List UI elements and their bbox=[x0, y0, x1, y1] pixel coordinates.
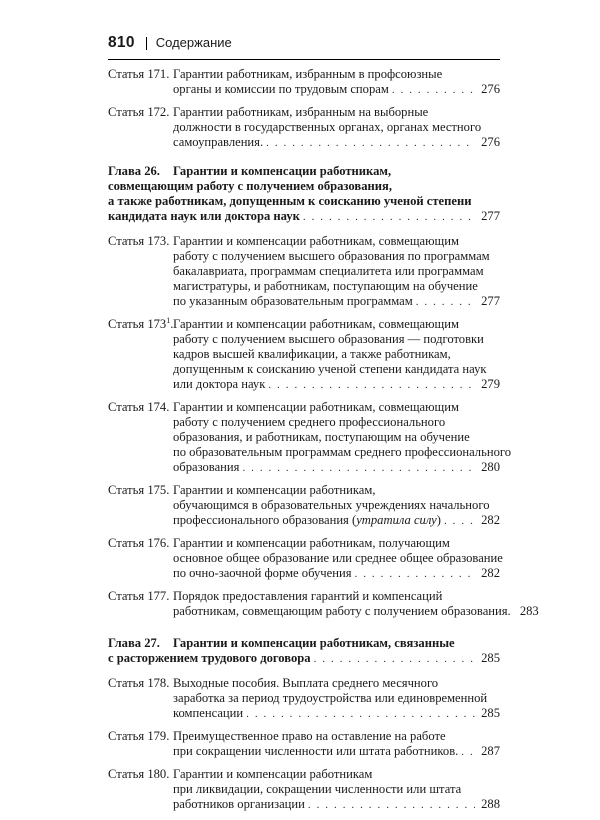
entry-page-number: 285 bbox=[481, 651, 500, 665]
toc-entry-article-176[interactable] bbox=[108, 536, 503, 582]
chapter-label: Глава 27. bbox=[108, 636, 160, 650]
page-number: 810 bbox=[108, 34, 135, 51]
entry-text-line: Гарантии и компенсации работникам, совмещающим bbox=[173, 400, 459, 414]
entry-text-line: допущенным к соисканию ученой степени кандидата наук bbox=[173, 362, 487, 376]
entry-page-number: 287 bbox=[481, 744, 500, 758]
entry-text-line: бакалавриата, программам специалитета или программам bbox=[173, 264, 484, 278]
entry-text-line: основное общее образование или среднее общее образование bbox=[173, 551, 503, 565]
entry-text-line: Гарантии и компенсации работникам, совмещающим bbox=[173, 317, 459, 331]
leader-dots bbox=[416, 295, 475, 310]
entry-text-line: Выходные пособия. Выплата среднего месячного bbox=[173, 676, 439, 690]
entry-text-line: Гарантии и компенсации работникам bbox=[173, 767, 373, 781]
entry-text-line: самоуправления. bbox=[173, 135, 264, 149]
entry-text-line: Гарантии и компенсации работникам, получающим bbox=[173, 536, 450, 550]
entry-text-line: Гарантии работникам, избранным на выборные bbox=[173, 105, 429, 119]
running-header bbox=[108, 34, 500, 60]
toc-entry-chapter-27[interactable] bbox=[108, 636, 500, 667]
entry-text-line: или доктора наук bbox=[173, 377, 266, 391]
entry-text-line: должности в государственных органах, органах местного bbox=[173, 120, 482, 134]
entry-page-number: 279 bbox=[481, 377, 500, 391]
header-divider bbox=[146, 37, 147, 50]
entry-page-number: 277 bbox=[481, 294, 500, 308]
entry-label: Статья 178. bbox=[108, 676, 170, 690]
chapter-title-line: а также работникам, допущенным к соисканию ученой степени bbox=[108, 194, 472, 208]
entry-page-number: 277 bbox=[481, 209, 500, 223]
leader-dots bbox=[303, 210, 475, 225]
entry-page-number: 282 bbox=[481, 513, 500, 527]
leader-dots bbox=[392, 83, 475, 98]
chapter-title-line: совмещающим работу с получением образования, bbox=[108, 179, 392, 193]
entry-text-line: Гарантии и компенсации работникам, bbox=[173, 483, 376, 497]
entry-label: Статья 176. bbox=[108, 536, 170, 550]
chapter-title-line: Гарантии и компенсации работникам, bbox=[173, 164, 392, 178]
entry-text-line: образования bbox=[173, 460, 240, 474]
entry-text-line: работникам, совмещающим работу с получением образования. bbox=[173, 604, 511, 618]
leader-dots bbox=[268, 378, 475, 393]
entry-text-line: при ликвидации, сокращении численности или штата bbox=[173, 782, 462, 796]
entry-text-line: кадров высшей квалификации, а также работникам, bbox=[173, 347, 451, 361]
entry-page-number: 280 bbox=[481, 460, 500, 474]
entry-text-line: магистратуры, и работникам, поступающим на обучение bbox=[173, 279, 478, 293]
entry-text-line: работу с получением среднего профессионального bbox=[173, 415, 446, 429]
entry-page-number: 276 bbox=[481, 135, 500, 149]
chapter-title-line: Гарантии и компенсации работникам, связанные bbox=[173, 636, 455, 650]
entry-label: Статья 171. bbox=[108, 67, 170, 81]
toc-entry-article-172[interactable] bbox=[108, 105, 500, 151]
entry-text-line: по очно-заочной форме обучения bbox=[173, 566, 352, 580]
entry-page-number: 283 bbox=[519, 604, 539, 618]
entry-text-line: Гарантии работникам, избранным в профсоюзные bbox=[173, 67, 443, 81]
entry-text-line: компенсации bbox=[173, 706, 244, 720]
table-of-contents bbox=[108, 67, 539, 820]
leader-dots bbox=[461, 745, 475, 760]
toc-entry-article-179[interactable] bbox=[108, 729, 500, 760]
entry-text-line: Гарантии и компенсации работникам, совмещающим bbox=[173, 234, 459, 248]
entry-label: Статья 180. bbox=[108, 767, 170, 781]
entry-text-line: по указанным образовательным программам bbox=[173, 294, 413, 308]
entry-label: Статья 177. bbox=[108, 589, 170, 603]
entry-text-line: органы и комиссии по трудовым спорам bbox=[173, 82, 389, 96]
entry-text-line: образования, и работникам, поступающим на обучение bbox=[173, 430, 470, 444]
entry-text-line: Преимущественное право на оставление на работе bbox=[173, 729, 446, 743]
leader-dots bbox=[308, 798, 475, 813]
toc-entry-article-178[interactable] bbox=[108, 676, 500, 722]
entry-label-superscript: 1 bbox=[166, 315, 171, 325]
entry-text-line: по образовательным программам среднего профессионального bbox=[173, 445, 512, 459]
chapter-label: Глава 26. bbox=[108, 164, 160, 178]
toc-entry-article-174[interactable] bbox=[108, 400, 512, 476]
entry-text-line: работников организации bbox=[173, 797, 305, 811]
entry-page-number: 285 bbox=[481, 706, 500, 720]
toc-entry-article-175[interactable]: Статья 175. Гарантии и компенсации работникам, обучающимся в образовательных учреждениях начального профессионального образования ( утратила силу ) . . . 282 bbox=[108, 483, 500, 529]
entry-label: Статья 173. bbox=[108, 234, 170, 248]
entry-text-line: профессионального образования bbox=[173, 513, 349, 527]
entry-label-tail: . bbox=[170, 317, 174, 331]
chapter-title-line: с расторжением трудового договора bbox=[108, 651, 311, 665]
leader-dots bbox=[242, 461, 475, 476]
entry-text-line: заработка за период трудоустройства или единовременной bbox=[173, 691, 488, 705]
section-title: Содержание bbox=[155, 35, 232, 50]
entry-label: Статья 175. bbox=[108, 483, 170, 497]
entry-label bbox=[108, 317, 173, 332]
entry-label: Статья 172. bbox=[108, 105, 170, 119]
entry-text-line: работу с получением высшего образования по программам bbox=[173, 249, 490, 263]
leader-dots bbox=[266, 136, 475, 151]
entry-label-base: Статья 173 bbox=[108, 317, 167, 331]
leader-dots bbox=[246, 707, 475, 722]
entry-text-line: при сокращении численности или штата работников. bbox=[173, 744, 459, 758]
entry-page-number: 288 bbox=[481, 797, 500, 811]
toc-entry-chapter-26[interactable] bbox=[108, 164, 500, 225]
leader-dots bbox=[314, 652, 475, 667]
toc-entry-article-171[interactable] bbox=[108, 67, 500, 98]
entry-text-line: Порядок предоставления гарантий и компенсаций bbox=[173, 589, 443, 603]
toc-entry-article-173[interactable] bbox=[108, 234, 500, 310]
leader-dots bbox=[444, 514, 475, 529]
entry-label: Статья 179. bbox=[108, 729, 170, 743]
toc-entry-article-180[interactable] bbox=[108, 767, 500, 813]
repealed-note: утратила силу bbox=[356, 513, 437, 527]
entry-label: Статья 174. bbox=[108, 400, 170, 414]
entry-page-number: 282 bbox=[481, 566, 500, 580]
entry-page-number: 276 bbox=[481, 82, 500, 96]
chapter-title-line: кандидата наук или доктора наук bbox=[108, 209, 300, 223]
leader-dots bbox=[355, 567, 475, 582]
entry-text-line: обучающимся в образовательных учреждениях начального bbox=[173, 498, 490, 512]
toc-entry-article-177[interactable] bbox=[108, 589, 539, 620]
entry-text-line: работу с получением высшего образования — подготовки bbox=[173, 332, 484, 346]
toc-entry-article-173-1[interactable] bbox=[108, 317, 500, 393]
